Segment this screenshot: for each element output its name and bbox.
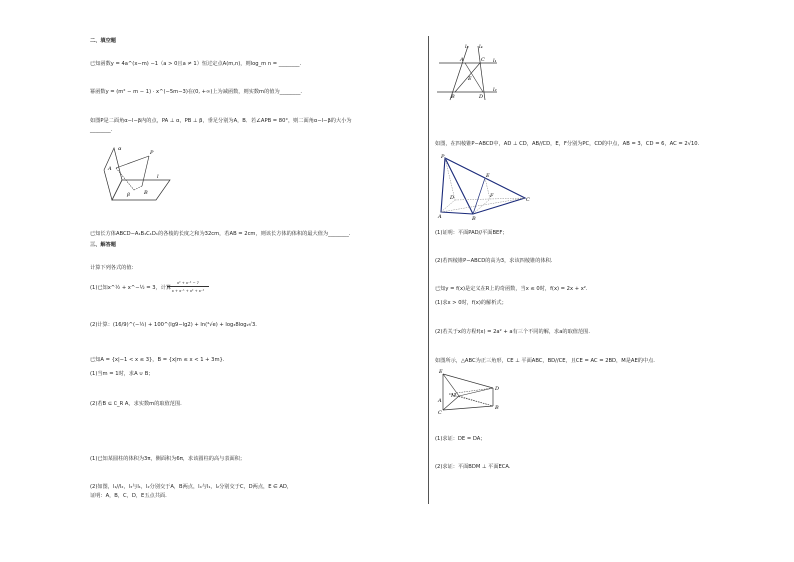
question-power-function: 幂函数y = (m² − m − 1) · x^(−5m−3)在(0, +∞)上为减函数，则实数m的值为________. [90, 89, 303, 95]
pyramid-label-d: D [450, 195, 455, 201]
set-question-part1: (1)当m = 1时，求A ∪ B； [90, 371, 154, 377]
question-cuboid-volume: 已知长方体ABCD−A₁B₁C₁D₁的各棱的长度之和为32cm，若AB = 2cm，则该长方体的体积的最大值为________. [90, 231, 351, 237]
lines-label-c: C [481, 57, 485, 63]
prism-label-e: E [439, 369, 443, 375]
parallel-lines-figure [435, 40, 503, 105]
prism-label-a: A [438, 398, 442, 404]
prism-label-d: D [495, 386, 500, 392]
pyramid-question: 如图，在四棱锥P−ABCD中，AD ⊥ CD，AB//CD，E，F分别为PC，CD的中点，AB = 3，CD = 6，AC = 2√10. [435, 141, 700, 147]
coplanar-question-line2: 证明：A，B，C，D，E五点共面. [90, 493, 167, 499]
lines-label-l4: l₄ [479, 44, 483, 50]
lines-label-e: E [468, 76, 472, 82]
dihedral-label-b: B [144, 190, 148, 196]
prism-label-m: M [451, 393, 457, 399]
lines-label-l2: l₂ [493, 87, 497, 93]
pyramid-question-part2: (2)若四棱锥P−ABCD的高为3，求该四棱锥的体积. [435, 258, 553, 264]
lines-label-d: D [479, 94, 484, 100]
question-fixed-point: 已知函数y = 4a^(x−m) −1（a > 0且a ≠ 1）恒过定点A(m,n)，则log_m n = ________. [90, 61, 302, 67]
pyramid-label-a: A [438, 214, 442, 220]
prism-label-c: C [438, 410, 442, 416]
pyramid-label-c: C [526, 197, 530, 203]
dihedral-label-beta: β [127, 192, 130, 198]
calc-fraction-numerator: x² + x⁻² − 7 [177, 281, 199, 285]
pyramid-label-f: F [490, 193, 494, 199]
triangle-question-part1: (1)求证：DE = DA； [435, 436, 486, 442]
odd-function-question: 已知y = f(x)是定义在R上的奇函数，当x ≤ 0时，f(x) = 2x + x². [435, 286, 588, 292]
prism-figure [435, 366, 505, 421]
pyramid-label-p: P [441, 154, 445, 160]
set-question-part2: (2)若B ⊆ ∁_R A，求实数m的取值范围. [90, 401, 182, 407]
section-fill-blank-title: 二、填空题 [90, 38, 116, 44]
calc-question-title: 计算下列各式的值： [90, 265, 137, 271]
section-answer-title: 三、解答题 [90, 242, 116, 248]
lines-label-l1: l₁ [493, 58, 497, 64]
lines-label-l3: l₃ [465, 44, 469, 50]
lines-label-a: A [460, 57, 464, 63]
column-divider [428, 36, 429, 504]
dihedral-angle-figure [94, 138, 174, 209]
prism-label-b: B [495, 405, 499, 411]
calc-question-part2: (2)计算：(16/9)^(−½) + 100^(lg9−lg2) + ln(⁴√e) + log₃8log₂√3. [90, 322, 257, 328]
cylinder-question: (1)已知某圆柱的体积为3π，侧面积为6π，求该圆柱的高与表面积； [90, 456, 246, 462]
pyramid-label-e: E [486, 173, 490, 179]
odd-function-part1: (1)求x > 0时，f(x)的解析式； [435, 300, 507, 306]
dihedral-label-l: l [157, 174, 159, 180]
calc-fraction-denominator: x + x⁻¹ + x² + x⁻² [171, 289, 205, 293]
lines-label-b: B [451, 94, 455, 100]
dihedral-label-alpha: α [118, 146, 122, 152]
question-dihedral-blank: ________. [90, 127, 113, 133]
question-dihedral-angle: 如图P是二面角α−l−β内的点，PA ⊥ α，PB ⊥ β，垂足分别为A，B．若∠APB = 80°，则二面角α−l−β的大小为 [90, 118, 352, 124]
dihedral-label-p: P [150, 150, 154, 156]
calc-question-part1: (1)已知x^½ + x^−½ = 3，计算 [90, 285, 172, 291]
coplanar-question: (2)如图，l₁//l₂，l₃与l₁，l₂分别交于A，B两点，l₄与l₁，l₂分别交于C，D两点，E ∈ AD， [90, 484, 293, 490]
pyramid-label-b: B [472, 216, 476, 220]
dihedral-label-a: A [108, 166, 112, 172]
triangle-question: 如图所示，△ABC为正三角形，CE ⊥ 平面ABC，BD//CE，且CE = AC = 2BD，M是AE的中点. [435, 358, 655, 364]
pyramid-question-part1: (1)证明：平面PAD//平面BEF； [435, 230, 508, 236]
triangle-question-part2: (2)求证：平面BDM ⊥ 平面ECA. [435, 464, 511, 470]
pyramid-figure [437, 152, 533, 223]
set-question: 已知A = {x|−1 < x ≤ 3}，B = {x|m ≤ x < 1 + 3m}. [90, 357, 225, 363]
calc-fraction-bar [167, 286, 209, 287]
odd-function-part2: (2)若关于x的方程f(x) = 2a² + a有三个不同的解，求a的取值范围. [435, 329, 590, 335]
